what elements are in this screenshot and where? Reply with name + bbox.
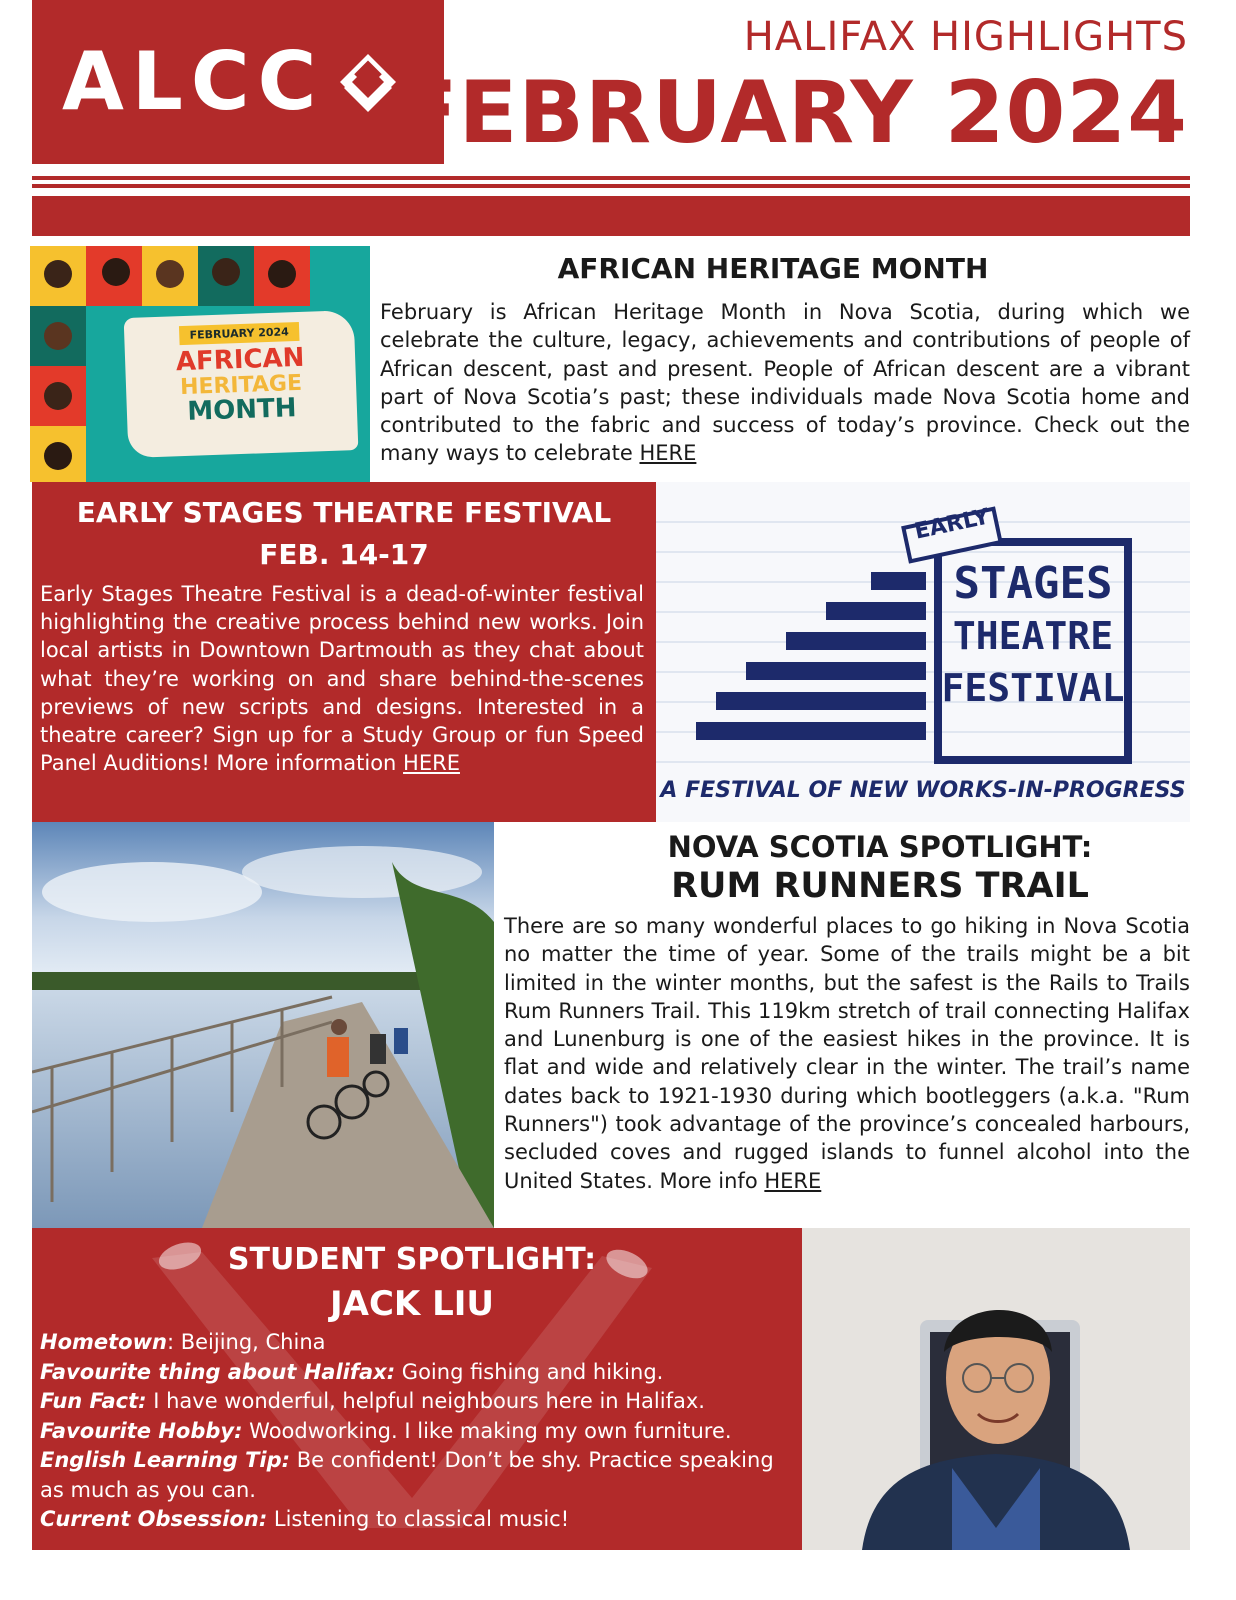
fact-english-tip [40,1446,792,1505]
fact-value: I have wonderful, helpful neighbours here in Halifax. [146,1389,705,1413]
fact-current-obsession [40,1505,792,1535]
early-stages-panel [32,482,656,822]
early-stages-text: Early Stages Theatre Festival is a dead-of-winter festival highlighting the creative process behind new works. Join local artists in Downtown Dartmouth as they chat about what they’re working on and share behind-the-scenes previews of new scripts and designs. Interested in a theatre career? Sign up for a Study Group or fun Speed Panel Auditions! More information [40,582,644,776]
badge-date: FEBRUARY 2024 [179,322,299,345]
poster-line-1: STAGES [953,558,1113,609]
fact-label: Hometown [40,1330,167,1354]
early-stages-date: FEB. 14-17 [259,538,429,571]
early-stages-body [40,580,644,777]
fact-fun-fact [40,1387,792,1417]
student-portrait [802,1228,1190,1550]
african-heritage-link[interactable]: HERE [639,441,697,466]
fact-label: Favourite thing about Halifax: [40,1359,396,1384]
nova-scotia-text: There are so many wonderful places to go hiking in Nova Scotia no matter the time of year. Some of the trails might be a bit limited in the winter months, but the safest is the Rails to Trails Rum Runners Trail. This 119km stretch of trail connecting Halifax and Lunenburg is one of the easiest hikes in the province. It is flat and wide and relatively clear in the winter. The trail’s name dates back to 1921-1930 during which bootleggers (a.k.a. "Rum Runners") took advantage of the province’s concealed harbours, secluded coves and rugged islands to funnel alcohol into the United States. More info [504,914,1190,1193]
student-spotlight-heading: STUDENT SPOTLIGHT: [227,1242,597,1277]
early-stages-link[interactable]: HERE [403,751,460,776]
nova-scotia-body [504,912,1190,1195]
logo-text: ALCC [62,35,325,128]
fact-label: English Learning Tip: [40,1448,291,1472]
nova-scotia-subheading: RUM RUNNERS TRAIL [671,866,1089,906]
issue-title: FEBRUARY 2024 [398,63,1188,163]
fact-value: Be confident! Don’t be shy. Practice speaking as much as you can. [40,1448,774,1502]
poster-line-2: THEATRE [952,614,1114,658]
african-heritage-body [380,298,1190,468]
badge-line-1: AFRICAN [175,342,305,378]
rum-runners-trail-photo [32,822,494,1228]
logo-block [32,0,444,164]
student-name: JACK LIU [329,1284,495,1324]
badge-line-2: HERITAGE [179,371,303,401]
african-heritage-badge [124,310,359,458]
poster-tagline: A FESTIVAL OF NEW WORKS-IN-PROGRESS [660,778,1186,803]
badge-line-3: MONTH [186,393,298,428]
fact-value: Going fishing and hiking. [395,1359,664,1384]
newsletter-kicker: HALIFAX HIGHLIGHTS [743,14,1188,60]
fact-label: Favourite Hobby: [40,1418,243,1443]
divider [32,184,1190,188]
logo-chevron-icon [336,50,400,114]
fact-label: Fun Fact: [40,1389,147,1413]
nova-scotia-heading: NOVA SCOTIA SPOTLIGHT: [667,830,1093,864]
fact-hometown [40,1328,792,1358]
poster-tag: EARLY [912,504,992,545]
poster-line-3: FESTIVAL [941,666,1125,710]
fact-label: Current Obsession: [40,1507,268,1531]
student-spotlight-panel [32,1228,802,1550]
divider [32,176,1190,180]
nova-scotia-link[interactable]: HERE [764,1168,822,1193]
fact-value: : Beijing, China [166,1330,326,1354]
student-facts [40,1328,792,1535]
african-heritage-image [30,246,370,482]
fact-value: Listening to classical music! [267,1507,570,1531]
header-bar [32,196,1190,236]
early-stages-poster [656,482,1190,822]
african-heritage-text: February is African Heritage Month in Nova Scotia, during which we celebrate the culture, legacy, achievements and contributions of people of African descent, past and present. People of African descent are a vibrant part of Nova Scotia’s past; these individuals made Nova Scotia home and contributed to the fabric and success of today’s province. Check out the many ways to celebrate [380,300,1190,466]
poster-title [938,558,1128,714]
african-heritage-heading: AFRICAN HERITAGE MONTH [557,252,989,285]
fact-value: Woodworking. I like making my own furniture. [242,1418,732,1443]
early-stages-heading: EARLY STAGES THEATRE FESTIVAL [76,496,612,529]
fact-favourite-thing [40,1358,792,1388]
fact-favourite-hobby [40,1417,792,1447]
